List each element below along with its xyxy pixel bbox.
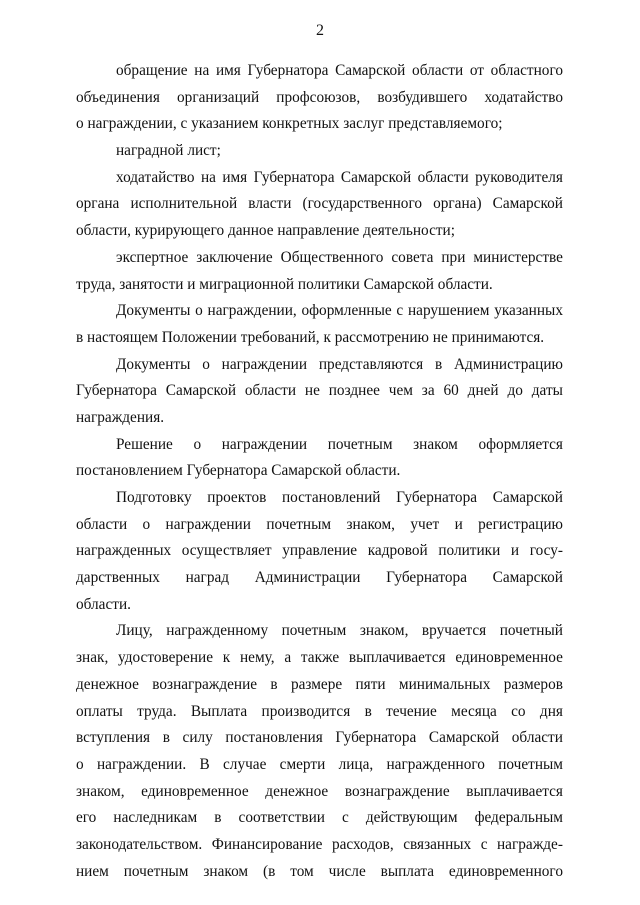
word: Самарской bbox=[492, 489, 563, 506]
word: Подготовку bbox=[116, 489, 192, 506]
word: денежное bbox=[76, 675, 139, 693]
paragraph bbox=[76, 618, 563, 885]
text-line bbox=[76, 325, 563, 352]
word: Губернатора bbox=[335, 729, 417, 747]
word: за bbox=[421, 382, 435, 400]
word: в bbox=[434, 355, 443, 373]
document-body bbox=[76, 58, 563, 885]
word: почетным bbox=[327, 435, 393, 453]
word: с bbox=[396, 302, 404, 320]
word: Самарской bbox=[428, 729, 500, 747]
word: нему, bbox=[239, 649, 275, 667]
word: лица, bbox=[338, 755, 374, 773]
word: учет bbox=[410, 515, 440, 533]
page-number: 2 bbox=[316, 22, 324, 39]
word: Документы bbox=[116, 302, 191, 320]
word: Самарской bbox=[492, 569, 563, 587]
word: возбудившего bbox=[377, 88, 468, 106]
word: наград bbox=[185, 569, 230, 587]
word: награжденных bbox=[76, 542, 172, 560]
word: экспертное bbox=[116, 248, 189, 266]
text-line bbox=[76, 298, 563, 325]
word: от bbox=[469, 62, 484, 79]
word: пяти bbox=[355, 675, 386, 693]
word: почетным bbox=[281, 622, 347, 640]
word: нарушением bbox=[407, 302, 490, 320]
word: награждении. bbox=[96, 755, 187, 773]
text-line bbox=[76, 85, 563, 112]
text-line bbox=[76, 432, 563, 459]
word: действующим bbox=[365, 809, 458, 827]
text-line bbox=[76, 272, 563, 299]
text-line bbox=[76, 165, 563, 192]
word: обращение bbox=[116, 62, 188, 79]
word: награжденному bbox=[166, 622, 269, 640]
word: вознаграждение bbox=[344, 782, 450, 800]
word: федеральным bbox=[474, 809, 563, 827]
word: исполнительной bbox=[130, 195, 238, 213]
word: представляются bbox=[318, 355, 424, 373]
word: награждении bbox=[165, 515, 251, 533]
word: области bbox=[417, 168, 469, 186]
text-line bbox=[76, 752, 563, 779]
word: почетным bbox=[498, 755, 563, 773]
word: области bbox=[412, 62, 464, 79]
word: оформленные bbox=[301, 302, 392, 320]
word: почетный bbox=[499, 622, 563, 640]
word: не bbox=[304, 382, 320, 400]
word: знаком, bbox=[346, 515, 395, 533]
word: почетным bbox=[266, 515, 332, 533]
word: госу- bbox=[529, 542, 563, 560]
word: знаком, bbox=[359, 622, 409, 640]
text-line bbox=[76, 832, 563, 859]
word: имя bbox=[215, 62, 241, 79]
word: Губернатора bbox=[396, 489, 478, 506]
word: заключение bbox=[196, 248, 273, 266]
word: Губернатора bbox=[253, 168, 335, 186]
word: (в bbox=[263, 862, 276, 880]
line-text: наградной лист; bbox=[116, 142, 221, 160]
line-text: в настоящем Положении требований, к рассмотрению не принимаются. bbox=[76, 328, 545, 346]
word: на bbox=[194, 62, 210, 79]
word: числе bbox=[328, 862, 366, 880]
text-line bbox=[76, 485, 563, 512]
word: областного bbox=[490, 62, 563, 79]
word: Финансирование bbox=[211, 835, 323, 853]
word: единовременного bbox=[448, 862, 563, 880]
text-line bbox=[76, 699, 563, 726]
word: Выплата bbox=[190, 702, 248, 720]
word: в bbox=[162, 729, 170, 747]
text-line bbox=[76, 191, 563, 218]
word: выплачивается bbox=[348, 649, 446, 667]
word: имя bbox=[222, 168, 248, 186]
paragraph bbox=[76, 485, 563, 618]
text-line bbox=[76, 245, 563, 272]
text-line bbox=[76, 592, 563, 619]
word: нием bbox=[76, 862, 109, 880]
word: вознаграждение bbox=[152, 675, 258, 693]
text-line bbox=[76, 859, 563, 886]
word: размеров bbox=[503, 675, 563, 693]
word: выплачивается bbox=[466, 782, 563, 800]
word: регистрацию bbox=[478, 515, 563, 533]
word: управление bbox=[282, 542, 358, 560]
line-text: награждения. bbox=[76, 408, 165, 426]
word: награждении bbox=[221, 355, 308, 373]
word: Губернатора bbox=[386, 569, 467, 587]
word: вручается bbox=[421, 622, 487, 640]
paragraph bbox=[76, 352, 563, 432]
word: Лицу, bbox=[116, 622, 153, 640]
word: месяца bbox=[451, 702, 497, 720]
paragraph bbox=[76, 58, 563, 138]
word: постановления bbox=[225, 729, 323, 747]
word: Администрации bbox=[254, 569, 361, 587]
word: организаций bbox=[177, 88, 260, 106]
word: а bbox=[284, 649, 292, 667]
line-text: о награждении, с указанием конкретных заслуг представляемого; bbox=[76, 115, 503, 133]
word: и bbox=[454, 515, 463, 533]
word: оформляется bbox=[478, 435, 563, 453]
word: Самарской bbox=[165, 382, 237, 400]
word: (государственного bbox=[302, 195, 422, 213]
word: выплата bbox=[380, 862, 434, 880]
text-line bbox=[76, 779, 563, 806]
text-line bbox=[76, 672, 563, 699]
text-line bbox=[76, 805, 563, 832]
word: случае bbox=[223, 755, 267, 773]
word: позднее bbox=[328, 382, 380, 400]
word: Общественного bbox=[280, 248, 384, 266]
word: даты bbox=[531, 382, 563, 400]
word: со bbox=[511, 702, 526, 720]
text-line bbox=[76, 725, 563, 752]
word: при bbox=[441, 248, 466, 266]
word: в bbox=[364, 702, 372, 720]
word: Самарской bbox=[335, 62, 406, 79]
word: с bbox=[480, 835, 488, 853]
line-text: области. bbox=[76, 595, 131, 613]
word: размере bbox=[290, 675, 343, 693]
word: осуществляет bbox=[181, 542, 272, 560]
word: производится bbox=[261, 702, 351, 720]
word: минимальных bbox=[398, 675, 491, 693]
word: и bbox=[510, 542, 520, 560]
text-line bbox=[76, 138, 563, 165]
word: о bbox=[76, 755, 84, 773]
word: объединения bbox=[76, 88, 160, 106]
word: расходов, bbox=[331, 835, 394, 853]
word: вступления bbox=[76, 729, 151, 747]
word: награжденного bbox=[386, 755, 485, 773]
word: указанных bbox=[494, 302, 563, 320]
word: 60 bbox=[443, 382, 459, 400]
word: руководителя bbox=[475, 168, 563, 186]
word: до bbox=[507, 382, 523, 400]
word: политики bbox=[438, 542, 501, 560]
word: удостоверение bbox=[118, 649, 213, 667]
word: совета bbox=[391, 248, 434, 266]
paragraph bbox=[76, 432, 563, 485]
word: чем bbox=[388, 382, 413, 400]
word: о bbox=[193, 435, 202, 453]
word: течение bbox=[386, 702, 437, 720]
word: о bbox=[202, 355, 210, 373]
word: Администрацию bbox=[454, 355, 563, 373]
line-text: области, курирующего данное направление деятельности; bbox=[76, 222, 455, 240]
word: том bbox=[290, 862, 314, 880]
paragraph bbox=[76, 138, 563, 165]
text-line bbox=[76, 458, 563, 485]
paragraph bbox=[76, 165, 563, 245]
word: Губернатора bbox=[76, 382, 157, 400]
word: проектов bbox=[207, 489, 267, 506]
paragraph bbox=[76, 298, 563, 351]
word: в bbox=[214, 809, 222, 827]
word: единовременное bbox=[141, 782, 249, 800]
word: с bbox=[342, 809, 349, 827]
text-line bbox=[76, 58, 563, 85]
word: соответствии bbox=[238, 809, 325, 827]
text-line bbox=[76, 565, 563, 592]
word: органа) bbox=[433, 195, 482, 213]
word: Документы bbox=[116, 355, 191, 373]
word: денежное bbox=[265, 782, 329, 800]
word: его bbox=[76, 809, 97, 827]
word: также bbox=[300, 649, 340, 667]
word: кадровой bbox=[367, 542, 428, 560]
word: о bbox=[195, 302, 203, 320]
word: ходатайство bbox=[116, 168, 195, 186]
word: Губернатора bbox=[247, 62, 329, 79]
word: награждении bbox=[221, 435, 308, 453]
text-line bbox=[76, 618, 563, 645]
word: знаком bbox=[413, 435, 458, 453]
word: постановлений bbox=[281, 489, 381, 506]
word: наследникам bbox=[113, 809, 198, 827]
text-line bbox=[76, 405, 563, 432]
text-line bbox=[76, 111, 563, 138]
word: дней bbox=[467, 382, 499, 400]
text-line bbox=[76, 218, 563, 245]
word: области bbox=[244, 382, 297, 400]
word: связанных bbox=[403, 835, 472, 853]
word: В bbox=[199, 755, 210, 773]
word: оплаты bbox=[76, 702, 123, 720]
word: Решение bbox=[116, 435, 173, 453]
text-line bbox=[76, 378, 563, 405]
word: знак, bbox=[76, 649, 109, 667]
word: органа bbox=[76, 195, 120, 213]
word: на bbox=[200, 168, 216, 186]
word: власти bbox=[248, 195, 292, 213]
line-text: постановлением Губернатора Самарской области. bbox=[76, 462, 401, 480]
word: законодательством. bbox=[76, 835, 203, 853]
word: Самарской bbox=[492, 195, 563, 213]
word: почетным bbox=[123, 862, 189, 880]
word: знаком, bbox=[76, 782, 125, 800]
word: награжде- bbox=[497, 835, 563, 853]
word: области bbox=[76, 515, 128, 533]
word: знаком bbox=[203, 862, 249, 880]
word: силу bbox=[182, 729, 213, 747]
word: Самарской bbox=[340, 168, 412, 186]
text-line bbox=[76, 352, 563, 379]
text-line bbox=[76, 512, 563, 539]
word: ходатайство bbox=[484, 88, 563, 106]
word: о bbox=[142, 515, 151, 533]
word: награждении, bbox=[207, 302, 297, 320]
word: единовременное bbox=[455, 649, 563, 667]
text-line bbox=[76, 645, 563, 672]
word: министерстве bbox=[473, 248, 563, 266]
paragraph bbox=[76, 245, 563, 298]
line-text: труда, занятости и миграционной политики Самарской области. bbox=[76, 275, 493, 293]
word: дарственных bbox=[76, 569, 160, 587]
word: области bbox=[511, 729, 563, 747]
word: смерти bbox=[279, 755, 326, 773]
word: дня bbox=[539, 702, 563, 720]
word: к bbox=[222, 649, 231, 667]
word: труда. bbox=[137, 702, 177, 720]
text-line bbox=[76, 538, 563, 565]
word: в bbox=[270, 675, 278, 693]
word: профсоюзов, bbox=[276, 88, 361, 106]
